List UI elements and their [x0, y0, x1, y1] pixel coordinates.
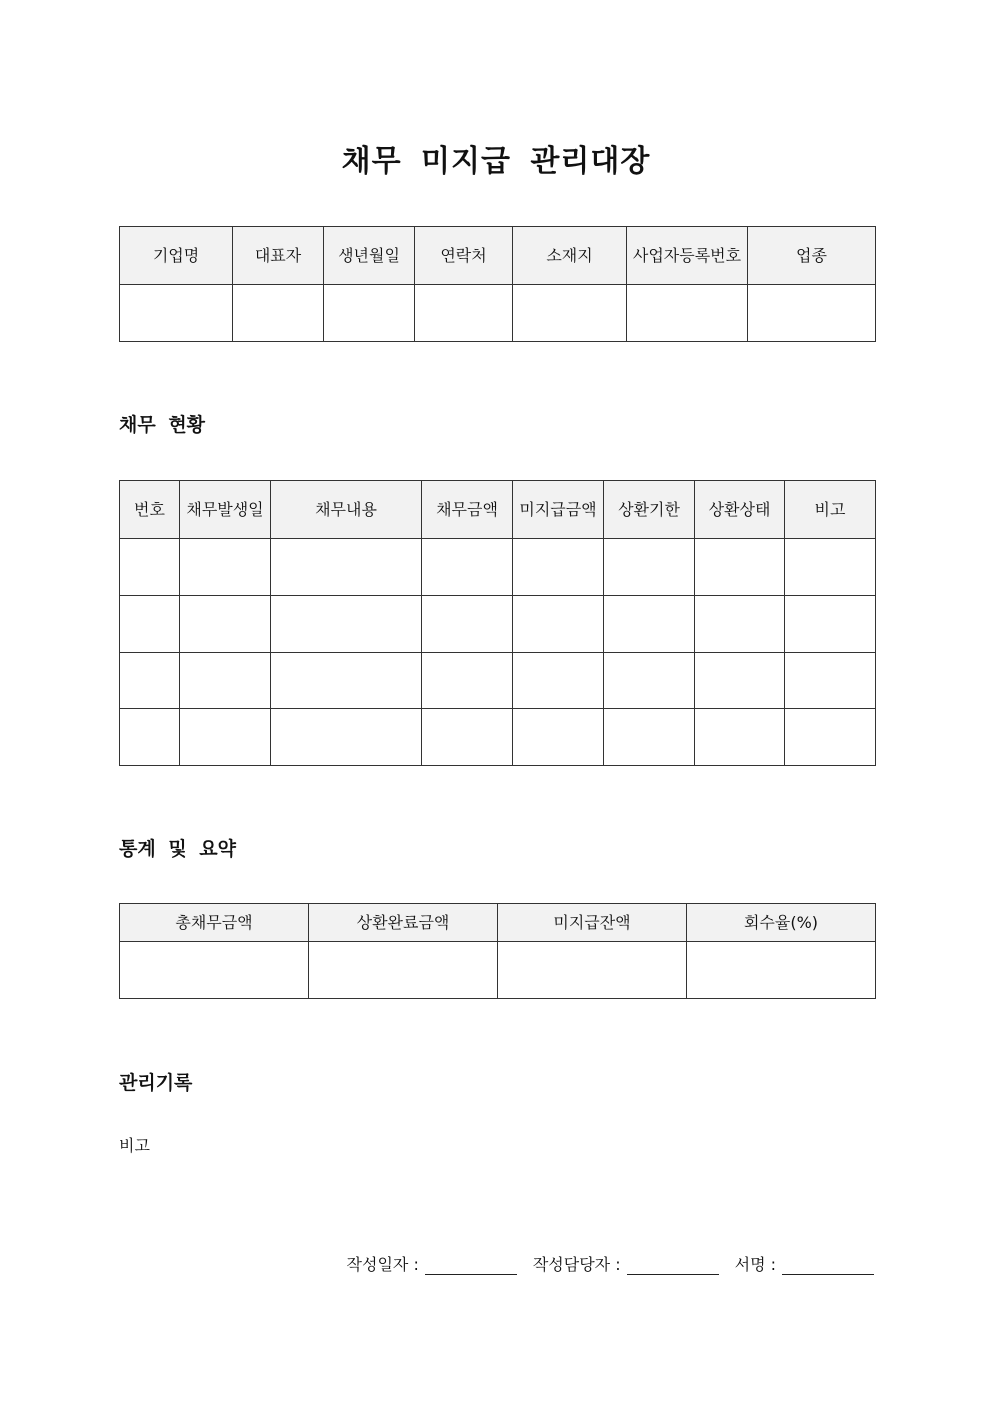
table-cell[interactable]	[604, 539, 695, 596]
header-business-reg-no: 사업자등록번호	[627, 227, 748, 285]
management-heading: 관리기록	[119, 1072, 193, 1094]
table-cell[interactable]	[695, 653, 785, 709]
table-row	[120, 709, 876, 766]
header-debt-content: 채무내용	[271, 481, 422, 539]
cell-repaid-amount[interactable]	[309, 942, 498, 999]
cell-birth-date[interactable]	[324, 285, 415, 342]
table-cell[interactable]	[785, 539, 876, 596]
table-cell[interactable]	[180, 653, 271, 709]
cell-industry[interactable]	[748, 285, 876, 342]
document-title: 채무 미지급 관리대장	[341, 144, 651, 179]
debt-status-table	[119, 480, 876, 766]
table-cell[interactable]	[513, 709, 604, 766]
cell-recovery-rate[interactable]	[687, 942, 876, 999]
cell-total-debt[interactable]	[120, 942, 309, 999]
manager-label: 작성담당자 :	[532, 1255, 621, 1274]
cell-business-reg-no[interactable]	[627, 285, 748, 342]
remarks-label: 비고	[119, 1136, 150, 1155]
table-cell[interactable]	[271, 709, 422, 766]
table-cell[interactable]	[120, 539, 180, 596]
table-cell[interactable]	[120, 596, 180, 653]
table-cell[interactable]	[180, 596, 271, 653]
table-cell[interactable]	[271, 596, 422, 653]
header-unpaid-amount: 미지급금액	[513, 481, 604, 539]
header-industry: 업종	[748, 227, 876, 285]
header-company-name: 기업명	[120, 227, 233, 285]
header-contact: 연락처	[415, 227, 513, 285]
cell-location[interactable]	[513, 285, 627, 342]
table-cell[interactable]	[785, 596, 876, 653]
date-blank-line[interactable]	[425, 1257, 517, 1275]
table-cell[interactable]	[120, 709, 180, 766]
header-total-debt: 총채무금액	[120, 904, 309, 942]
table-cell[interactable]	[422, 539, 513, 596]
table-cell[interactable]	[695, 539, 785, 596]
table-cell[interactable]	[422, 596, 513, 653]
table-cell[interactable]	[604, 653, 695, 709]
signature-field	[735, 1252, 874, 1275]
cell-contact[interactable]	[415, 285, 513, 342]
table-cell[interactable]	[180, 709, 271, 766]
table-row	[120, 942, 876, 999]
table-cell[interactable]	[785, 709, 876, 766]
table-cell[interactable]	[695, 596, 785, 653]
header-remarks: 비고	[785, 481, 876, 539]
table-cell[interactable]	[422, 709, 513, 766]
table-cell[interactable]	[513, 539, 604, 596]
table-cell[interactable]	[513, 596, 604, 653]
header-unpaid-balance: 미지급잔액	[498, 904, 687, 942]
table-cell[interactable]	[422, 653, 513, 709]
table-cell[interactable]	[604, 596, 695, 653]
table-row	[120, 596, 876, 653]
table-row	[120, 653, 876, 709]
summary-heading: 통계 및 요약	[119, 838, 236, 860]
table-cell[interactable]	[271, 539, 422, 596]
manager-blank-line[interactable]	[627, 1257, 719, 1275]
table-cell[interactable]	[180, 539, 271, 596]
header-debt-amount: 채무금액	[422, 481, 513, 539]
table-row	[120, 539, 876, 596]
header-representative: 대표자	[233, 227, 324, 285]
table-cell[interactable]	[271, 653, 422, 709]
header-birth-date: 생년월일	[324, 227, 415, 285]
cell-company-name[interactable]	[120, 285, 233, 342]
debt-status-heading: 채무 현황	[119, 414, 206, 436]
company-info-table	[119, 226, 876, 342]
signature-label: 서명 :	[734, 1255, 776, 1274]
header-number: 번호	[120, 481, 180, 539]
table-cell[interactable]	[695, 709, 785, 766]
cell-representative[interactable]	[233, 285, 324, 342]
table-cell[interactable]	[785, 653, 876, 709]
header-due-date: 상환기한	[604, 481, 695, 539]
summary-table	[119, 903, 876, 999]
header-recovery-rate: 회수율(%)	[687, 904, 876, 942]
manager-field	[533, 1252, 719, 1275]
table-cell[interactable]	[513, 653, 604, 709]
date-field	[347, 1252, 517, 1275]
date-label: 작성일자 :	[346, 1255, 419, 1274]
header-location: 소재지	[513, 227, 627, 285]
table-cell[interactable]	[604, 709, 695, 766]
header-repaid-amount: 상환완료금액	[309, 904, 498, 942]
cell-unpaid-balance[interactable]	[498, 942, 687, 999]
signature-footer	[347, 1252, 874, 1275]
header-debt-date: 채무발생일	[180, 481, 271, 539]
table-row	[120, 285, 876, 342]
header-repayment-status: 상환상태	[695, 481, 785, 539]
signature-blank-line[interactable]	[782, 1257, 874, 1275]
table-cell[interactable]	[120, 653, 180, 709]
